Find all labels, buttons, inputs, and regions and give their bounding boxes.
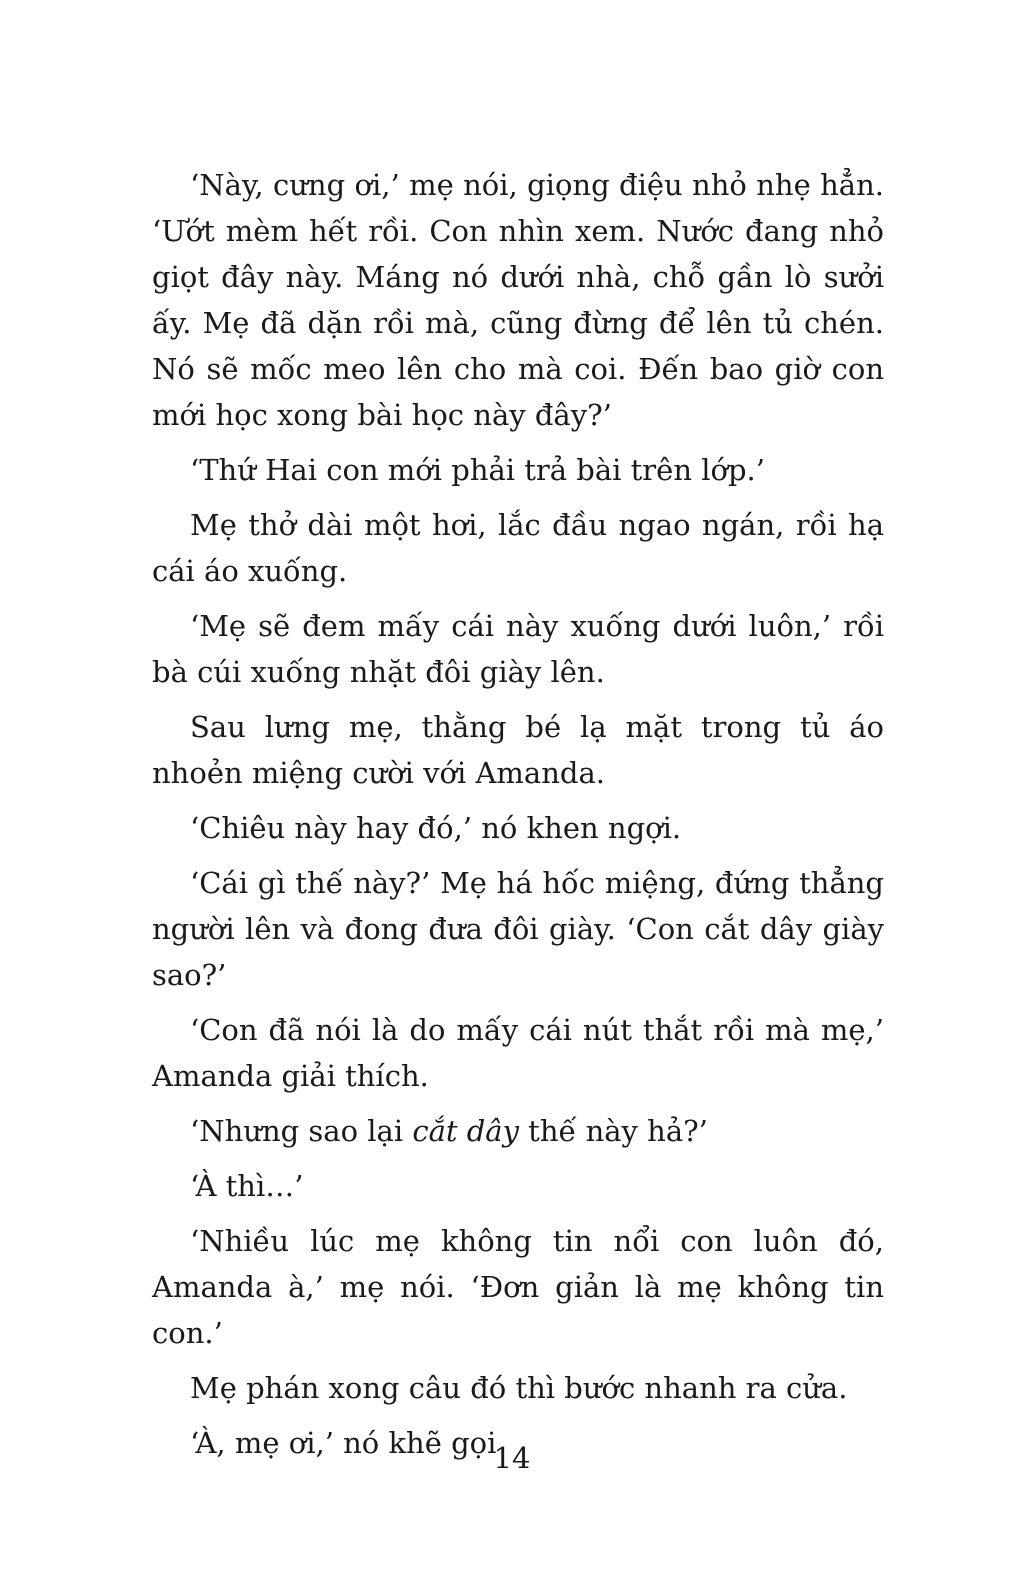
- paragraph-text-after: thế này hả?’: [518, 1114, 708, 1148]
- paragraph: ‘Này, cưng ơi,’ mẹ nói, giọng điệu nhỏ nhẹ hẳn. ‘Ướt mèm hết rồi. Con nhìn xem. Nước đang nhỏ giọt đây này. Máng nó dưới nhà, chỗ gần lò sưởi ấy. Mẹ đã dặn rồi mà, cũng đừng để lên tủ chén. Nó sẽ mốc meo lên cho mà coi. Đến bao giờ con mới học xong bài học này đây?’: [152, 168, 884, 432]
- paragraph: Mẹ thở dài một hơi, lắc đầu ngao ngán, rồi hạ cái áo xuống.: [152, 508, 884, 588]
- paragraph: ‘Thứ Hai con mới phải trả bài trên lớp.’: [190, 453, 765, 487]
- paragraph: ‘Nhiều lúc mẹ không tin nổi con luôn đó, Amanda à,’ mẹ nói. ‘Đơn giản là mẹ không tin con.’: [152, 1224, 884, 1350]
- emphasis-text: cắt dây: [412, 1114, 519, 1148]
- paragraph-text-before: ‘Nhưng sao lại: [190, 1114, 413, 1148]
- paragraph: ‘Mẹ sẽ đem mấy cái này xuống dưới luôn,’ rồi bà cúi xuống nhặt đôi giày lên.: [152, 609, 884, 689]
- paragraph: ‘Con đã nói là do mấy cái nút thắt rồi mà mẹ,’ Amanda giải thích.: [152, 1013, 884, 1093]
- paragraph: ‘À, mẹ ơi,’ nó khẽ gọi: [190, 1426, 497, 1460]
- paragraph: ‘Chiêu này hay đó,’ nó khen ngợi.: [190, 811, 682, 845]
- paragraph: Sau lưng mẹ, thằng bé lạ mặt trong tủ áo nhoẻn miệng cười với Amanda.: [152, 710, 884, 790]
- paragraph: Mẹ phán xong câu đó thì bước nhanh ra cửa.: [190, 1371, 848, 1405]
- page-number: 14: [493, 1441, 531, 1475]
- paragraph: ‘À thì…’: [190, 1169, 304, 1203]
- paragraph-with-emphasis: [152, 1108, 884, 1154]
- paragraph: ‘Cái gì thế này?’ Mẹ há hốc miệng, đứng thẳng người lên và đong đưa đôi giày. ‘Con cắt dây giày sao?’: [152, 866, 884, 992]
- page-body: [152, 162, 884, 1475]
